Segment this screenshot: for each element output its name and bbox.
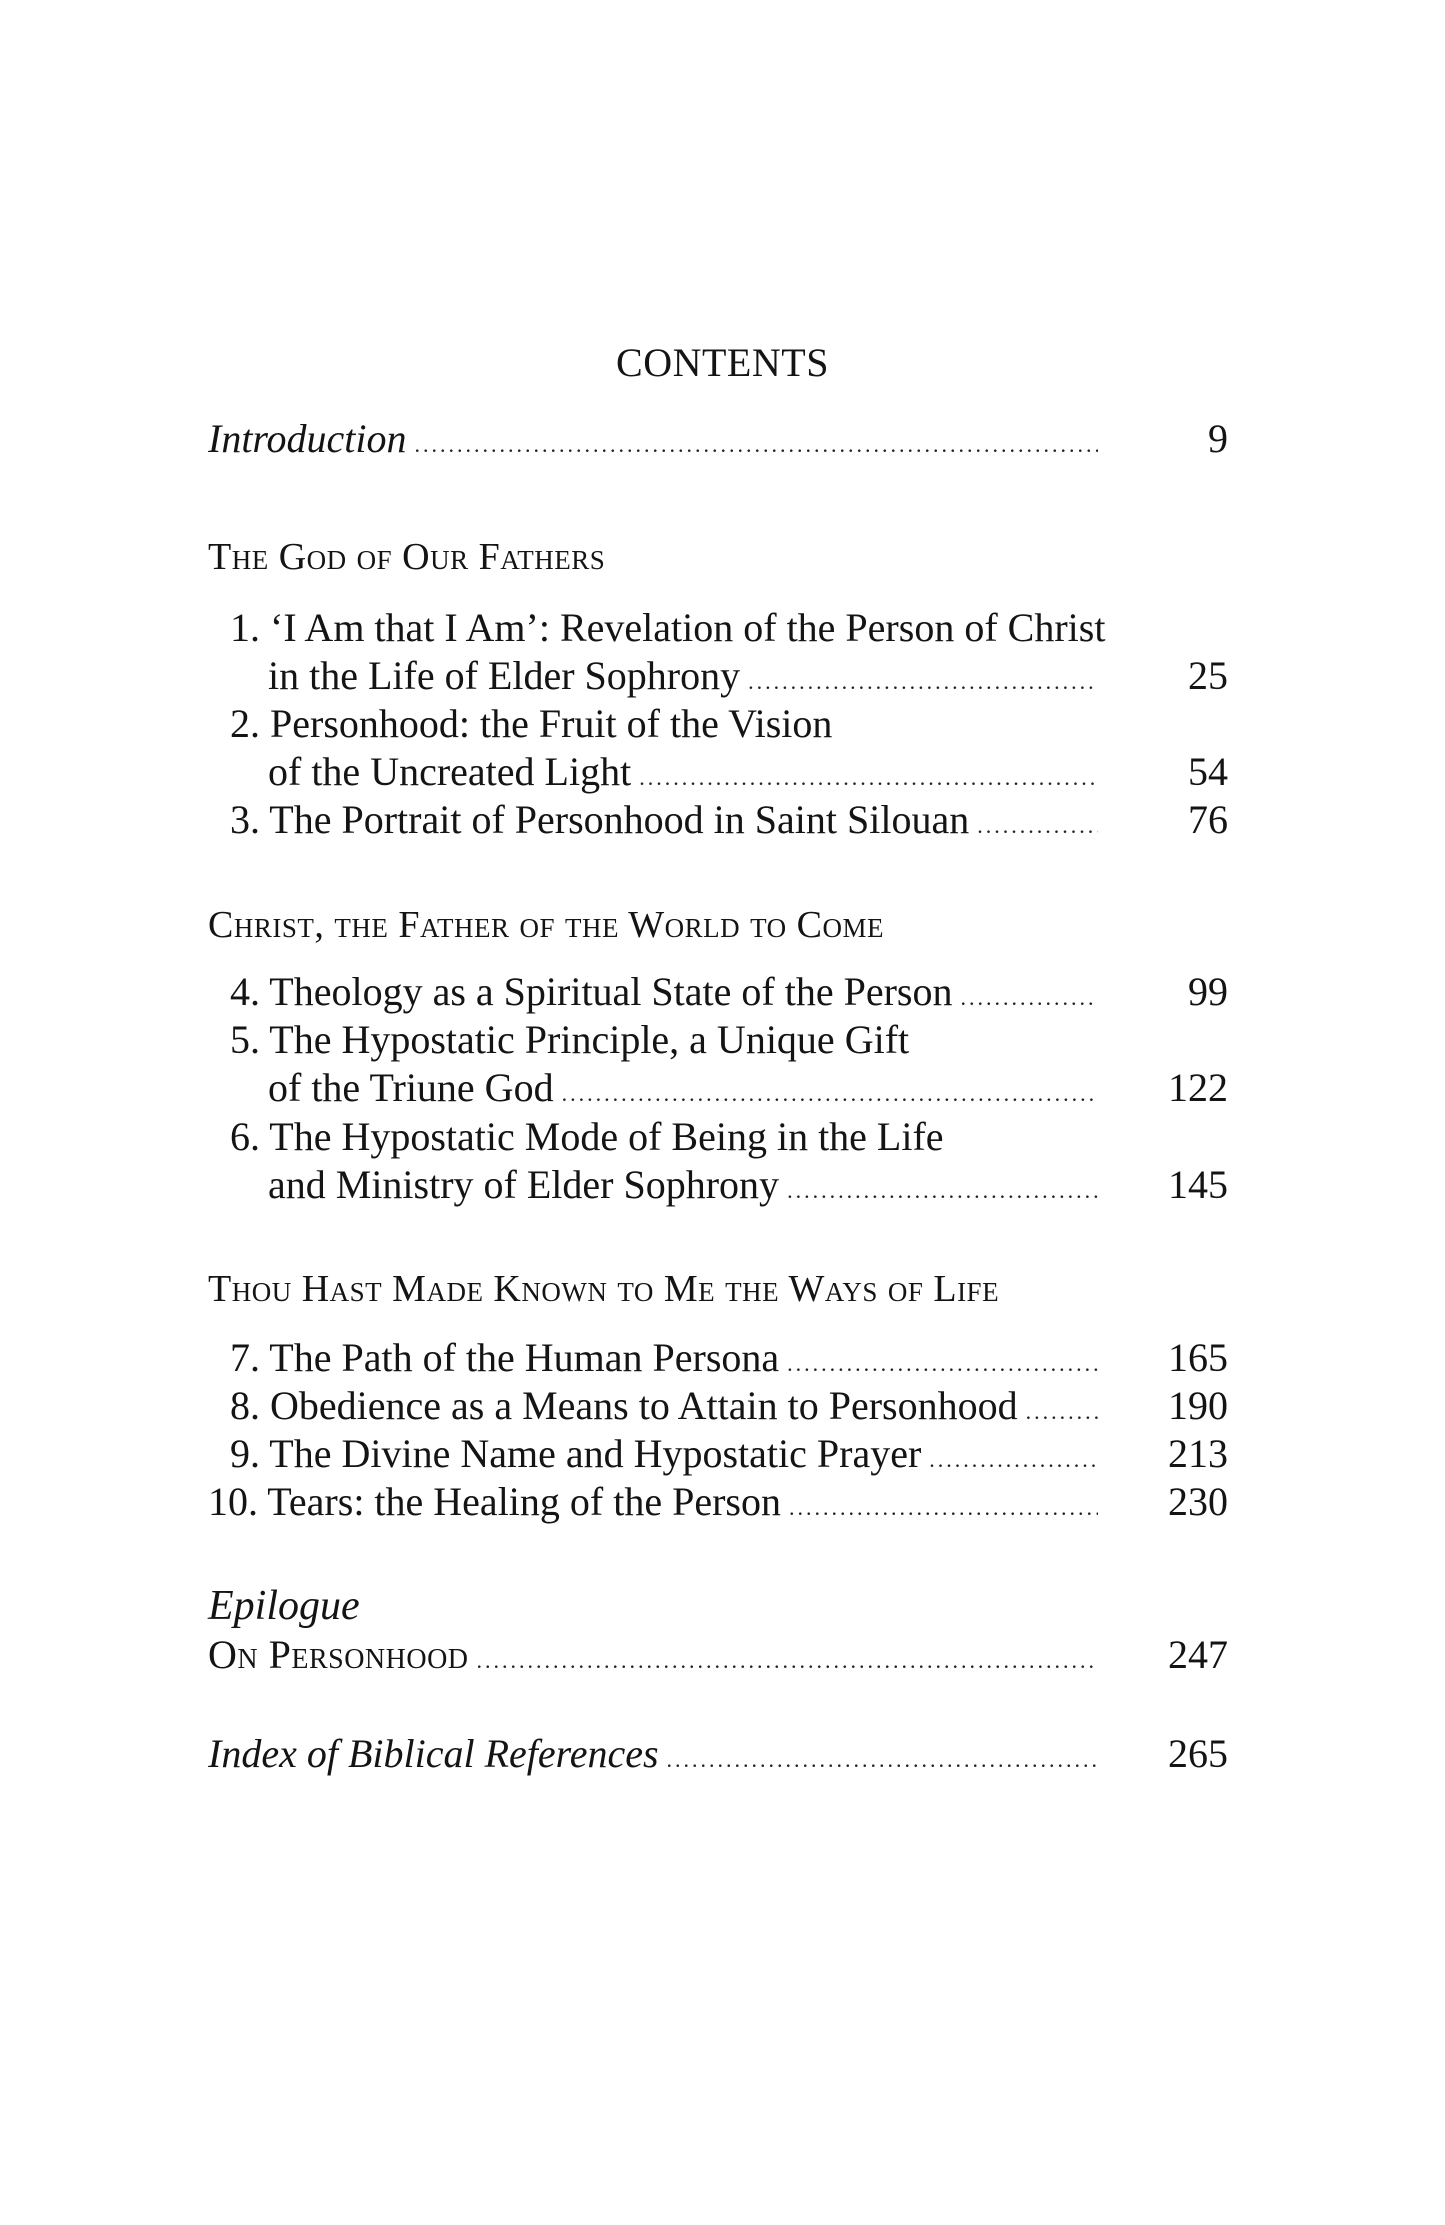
- dot-leader: [977, 799, 1098, 853]
- entry-label: 2. Personhood: the Fruit of the Vision: [230, 701, 833, 746]
- section-heading-part3: Thou Hast Made Known to Me the Ways of Life: [208, 1268, 1000, 1310]
- toc-entry-ch2-line1: [208, 697, 1228, 751]
- toc-entry-ch9: [208, 1427, 1228, 1481]
- toc-entry-ch4: [208, 965, 1228, 1019]
- toc-entry-introduction: [208, 412, 1228, 466]
- entry-label: 9. The Divine Name and Hypostatic Prayer: [230, 1431, 922, 1476]
- toc-entry-ch6: [208, 1158, 1228, 1212]
- toc-entry-ch8: [208, 1379, 1228, 1433]
- entry-page: 99: [1188, 969, 1228, 1014]
- toc-entry-ch7: [208, 1331, 1228, 1385]
- toc-entry-ch5: [208, 1061, 1228, 1115]
- entry-page: 54: [1188, 749, 1228, 794]
- toc-entry-ch3: [208, 793, 1228, 847]
- entry-label: Index of Biblical References: [208, 1731, 659, 1776]
- entry-label: 1. ‘I Am that I Am’: Revelation of the Person of Christ: [230, 605, 1106, 650]
- section-heading-part2: Christ, the Father of the World to Come: [208, 904, 884, 946]
- entry-page: 122: [1168, 1065, 1228, 1110]
- toc-entry-ch2: [208, 745, 1228, 799]
- page-title: CONTENTS: [616, 340, 829, 385]
- entry-label: 7. The Path of the Human Persona: [230, 1335, 780, 1380]
- epilogue-heading: Epilogue: [208, 1583, 360, 1629]
- entry-label: Introduction: [208, 416, 407, 461]
- toc-entry-ch6-line1: [208, 1110, 1228, 1164]
- section-heading-part1: The God of Our Fathers: [208, 536, 606, 578]
- entry-label: 8. Obedience as a Means to Attain to Personhood: [230, 1383, 1018, 1428]
- entry-page: 9: [1208, 416, 1228, 461]
- entry-label: 5. The Hypostatic Principle, a Unique Gift: [230, 1017, 910, 1062]
- toc-entry-ch10: [208, 1475, 1228, 1529]
- entry-label: 6. The Hypostatic Mode of Being in the Life: [230, 1114, 944, 1159]
- entry-page: 213: [1168, 1431, 1228, 1476]
- entry-label: On Personhood: [208, 1632, 469, 1677]
- entry-label: of the Uncreated Light: [268, 749, 632, 794]
- dot-leader: [477, 1634, 1098, 1688]
- toc-entry-index: [208, 1727, 1228, 1781]
- entry-page: 230: [1168, 1479, 1228, 1524]
- toc-entry-ch5-line1: [208, 1013, 1228, 1067]
- dot-leader: [789, 1481, 1098, 1535]
- entry-page: 247: [1168, 1632, 1228, 1677]
- entry-page: 190: [1168, 1383, 1228, 1428]
- entry-page: 76: [1188, 797, 1228, 842]
- entry-label: and Ministry of Elder Sophrony: [268, 1162, 780, 1207]
- entry-label: in the Life of Elder Sophrony: [268, 653, 741, 698]
- toc-entry-ch1-line1: [208, 601, 1228, 655]
- entry-label: 10. Tears: the Healing of the Person: [208, 1479, 781, 1524]
- entry-label: 4. Theology as a Spiritual State of the Person: [230, 969, 953, 1014]
- entry-page: 145: [1168, 1162, 1228, 1207]
- entry-page: 165: [1168, 1335, 1228, 1380]
- dot-leader: [415, 418, 1099, 472]
- dot-leader: [667, 1733, 1098, 1787]
- toc-entry-ch1: [208, 649, 1228, 703]
- entry-label: 3. The Portrait of Personhood in Saint Silouan: [230, 797, 970, 842]
- entry-page: 25: [1188, 653, 1228, 698]
- toc-entry-epilogue: [208, 1628, 1228, 1682]
- dot-leader: [787, 1164, 1098, 1218]
- entry-page: 265: [1168, 1731, 1228, 1776]
- entry-label: of the Triune God: [268, 1065, 554, 1110]
